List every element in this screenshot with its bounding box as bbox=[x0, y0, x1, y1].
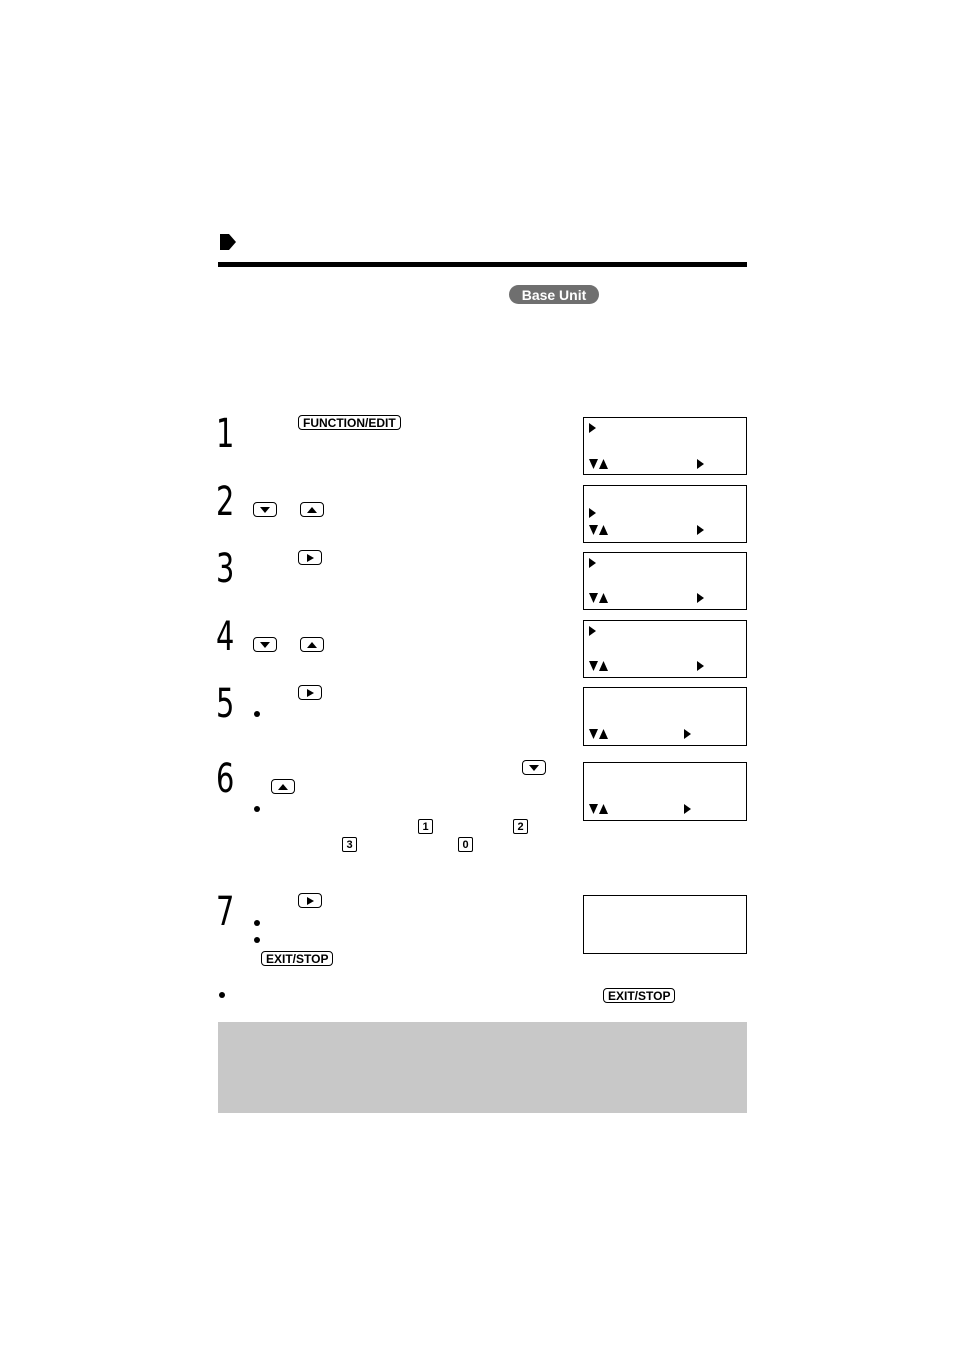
digit-2-key[interactable]: 2 bbox=[513, 819, 528, 834]
down-triangle-icon bbox=[528, 764, 540, 772]
down-triangle-icon bbox=[259, 641, 271, 649]
section-rule bbox=[218, 262, 747, 267]
down-arrow-key[interactable] bbox=[253, 502, 277, 517]
down-up-arrows-icon bbox=[588, 803, 610, 815]
select-arrow-icon bbox=[696, 660, 706, 672]
digit-0-key[interactable]: 0 bbox=[458, 837, 473, 852]
digit-1-key[interactable]: 1 bbox=[418, 819, 433, 834]
base-unit-badge: Base Unit bbox=[509, 285, 599, 304]
down-triangle-icon bbox=[259, 506, 271, 514]
step-number-5: 5 bbox=[216, 681, 235, 727]
cursor-arrow-icon bbox=[588, 507, 598, 519]
cursor-arrow-icon bbox=[588, 422, 598, 434]
cursor-arrow-icon bbox=[588, 557, 598, 569]
down-up-arrows-icon bbox=[588, 458, 610, 470]
exit-stop-key[interactable]: EXIT/STOP bbox=[603, 988, 675, 1003]
select-arrow-icon bbox=[683, 728, 693, 740]
lcd-display-1 bbox=[583, 417, 747, 475]
bullet bbox=[219, 992, 225, 998]
right-play-key[interactable] bbox=[298, 685, 322, 700]
exit-stop-key[interactable]: EXIT/STOP bbox=[261, 951, 333, 966]
right-play-key[interactable] bbox=[298, 550, 322, 565]
step-number-7: 7 bbox=[216, 889, 235, 935]
step-number-2: 2 bbox=[216, 479, 235, 525]
select-arrow-icon bbox=[683, 803, 693, 815]
function-edit-key[interactable]: FUNCTION/EDIT bbox=[298, 415, 401, 430]
lcd-display-5 bbox=[583, 687, 747, 746]
bullet bbox=[254, 711, 260, 717]
up-arrow-key[interactable] bbox=[300, 502, 324, 517]
bullet bbox=[254, 806, 260, 812]
down-up-arrows-icon bbox=[588, 660, 610, 672]
up-arrow-key[interactable] bbox=[271, 779, 295, 794]
step-number-1: 1 bbox=[216, 411, 235, 457]
lcd-display-3 bbox=[583, 552, 747, 610]
play-triangle-icon bbox=[305, 688, 315, 698]
cursor-arrow-icon bbox=[588, 625, 598, 637]
down-up-arrows-icon bbox=[588, 524, 610, 536]
bullet bbox=[254, 937, 260, 943]
down-arrow-key[interactable] bbox=[522, 760, 546, 775]
select-arrow-icon bbox=[696, 592, 706, 604]
down-arrow-key[interactable] bbox=[253, 637, 277, 652]
up-triangle-icon bbox=[306, 506, 318, 514]
down-up-arrows-icon bbox=[588, 728, 610, 740]
lcd-display-6 bbox=[583, 762, 747, 821]
digit-3-key[interactable]: 3 bbox=[342, 837, 357, 852]
step-number-6: 6 bbox=[216, 756, 235, 802]
select-arrow-icon bbox=[696, 458, 706, 470]
select-arrow-icon bbox=[696, 524, 706, 536]
up-triangle-icon bbox=[277, 783, 289, 791]
step-number-4: 4 bbox=[216, 614, 235, 660]
down-up-arrows-icon bbox=[588, 592, 610, 604]
lcd-display-2 bbox=[583, 485, 747, 543]
play-triangle-icon bbox=[305, 553, 315, 563]
play-triangle-icon bbox=[305, 896, 315, 906]
step-number-3: 3 bbox=[216, 546, 235, 592]
pointer-arrow-icon bbox=[218, 232, 238, 252]
note-box bbox=[218, 1022, 747, 1113]
up-arrow-key[interactable] bbox=[300, 637, 324, 652]
lcd-display-4 bbox=[583, 620, 747, 678]
lcd-display-7 bbox=[583, 895, 747, 954]
right-play-key[interactable] bbox=[298, 893, 322, 908]
up-triangle-icon bbox=[306, 641, 318, 649]
bullet bbox=[254, 920, 260, 926]
